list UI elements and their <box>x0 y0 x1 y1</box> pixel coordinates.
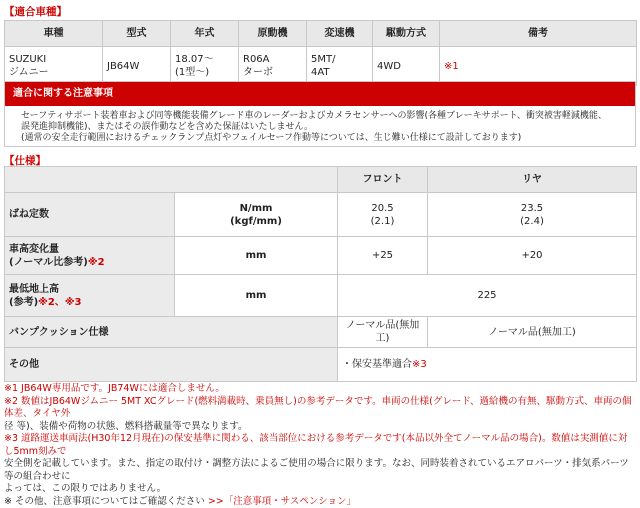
spec-ground-value: 225 <box>338 275 637 317</box>
spec-height-label-main: 車高変化量 <box>9 243 170 256</box>
footnote-3c: よっては、この限りではありません。 <box>4 483 636 496</box>
spec-bump-rear: ノーマル品(無加工) <box>428 317 637 348</box>
notice-line: (通常の安全走行範囲におけるチェックランプ点灯やフェイルセーフ作動等については、生じ難い仕様にて設計しております) <box>21 133 627 144</box>
spec-height-label <box>5 237 175 275</box>
compat-year-range: 18.07～ <box>175 53 234 66</box>
notice-body <box>5 106 635 144</box>
spec-other-mark: ※3 <box>412 359 427 370</box>
compat-header-year: 年式 <box>171 21 239 47</box>
footnote-2a <box>4 396 636 421</box>
spec-ground-label <box>5 275 175 317</box>
spec-spring-front-kgf: (2.1) <box>342 215 423 228</box>
spec-header-front <box>338 167 428 193</box>
compat-header-note: 備考 <box>440 21 637 47</box>
suspension-notes-link[interactable]: >>「注意事項・サスペンション」 <box>208 496 356 507</box>
spec-spring-unit <box>175 193 338 237</box>
compat-header-vehicle: 車種 <box>5 21 103 47</box>
spec-other-label: その他 <box>5 348 338 382</box>
notice-line: 誤発進抑制機能)、またはその誤作動などを含めた保証はいたしません。 <box>21 122 627 133</box>
spec-other-value-cell <box>338 348 637 382</box>
compat-transmission-at: 4AT <box>311 66 368 79</box>
table-row <box>5 237 637 275</box>
notice-title: 適合に関する注意事項 <box>5 82 635 106</box>
spec-spring-rear-n: 23.5 <box>432 202 632 215</box>
table-row <box>5 193 637 237</box>
compat-model-cell: JB64W <box>103 47 171 86</box>
compat-header-model: 型式 <box>103 21 171 47</box>
spec-bump-front: ノーマル品(無加工) <box>338 317 428 348</box>
spec-ground-unit: mm <box>175 275 338 317</box>
table-row <box>5 275 637 317</box>
footnote-3a <box>4 433 636 458</box>
spec-spring-rear <box>428 193 637 237</box>
compat-vehicle-cell <box>5 47 103 86</box>
spec-height-front: +25 <box>338 237 428 275</box>
table-row <box>5 47 637 86</box>
compat-year-cell <box>171 47 239 86</box>
footnote-3b: 安全側を記載しています。また、指定の取付け・調整方法によるご使用の場合に限ります。なお、同時装着されているエアロパーツ・排気系パーツ等の組合わせに <box>4 458 636 483</box>
spec-ground-label-sub <box>9 296 170 309</box>
table-row <box>5 348 637 382</box>
footnotes <box>4 383 636 508</box>
compat-header-row <box>5 21 637 47</box>
footnote-2b: 径 等)、装備や荷物の状態、燃料搭載量等で異なります。 <box>4 421 636 434</box>
spec-header-front-label: フロント <box>363 174 403 185</box>
compat-header-engine: 原動機 <box>239 21 307 47</box>
spec-spring-front <box>338 193 428 237</box>
compat-vehicle-name: ジムニー <box>9 66 98 79</box>
footnote-4 <box>4 496 636 508</box>
spec-table <box>4 166 637 382</box>
spec-height-label-sub-text: (ノーマル比参考) <box>9 257 88 268</box>
spec-bump-label: バンプクッション仕様 <box>5 317 338 348</box>
spec-height-mark: ※2 <box>88 257 105 268</box>
table-row <box>5 317 637 348</box>
footnote-2a-text: ※2 数値はJB64Wジムニー 5MT XCグレード(燃料満載時、乗員無し)の参考データです。車両の仕様(グレード、過給機の有無、駆動方式、車両の個体差、タイヤ外 <box>4 396 631 420</box>
spec-header-blank <box>5 167 338 193</box>
spec-section-title: 【仕様】 <box>4 153 46 168</box>
spec-height-unit: mm <box>175 237 338 275</box>
spec-spring-front-n: 20.5 <box>342 202 423 215</box>
compat-engine-type: ターボ <box>243 66 302 79</box>
spec-header-rear-label: リヤ <box>522 174 542 185</box>
spec-header-rear <box>428 167 637 193</box>
compat-note-cell: ※1 <box>440 47 637 86</box>
spec-ground-mark: ※2、※3 <box>38 297 81 308</box>
spec-height-rear: +20 <box>428 237 637 275</box>
compat-header-drive: 駆動方式 <box>373 21 440 47</box>
compat-table <box>4 20 637 86</box>
compat-drive-cell: 4WD <box>373 47 440 86</box>
spec-ground-label-sub-text: (参考) <box>9 297 38 308</box>
footnote-4-text: ※ その他、注意事項についてはご確認ください <box>4 496 205 507</box>
compat-year-generation: (1型～) <box>175 66 234 79</box>
compat-transmission-mt: 5MT/ <box>311 53 368 66</box>
spec-spring-unit-n: N/mm <box>179 202 333 215</box>
compat-engine-code: R06A <box>243 53 302 66</box>
spec-spring-rear-kgf: (2.4) <box>432 215 632 228</box>
notice-box <box>4 81 636 147</box>
spec-height-label-sub <box>9 256 170 269</box>
spec-ground-label-main: 最低地上高 <box>9 283 170 296</box>
compat-section-title: 【適合車種】 <box>4 4 67 19</box>
compat-engine-cell <box>239 47 307 86</box>
spec-spring-unit-kgf: (kgf/mm) <box>179 215 333 228</box>
compat-transmission-cell <box>307 47 373 86</box>
spec-other-value: ・保安基準適合 <box>342 359 412 370</box>
footnote-3a-text: ※3 道路運送車両法(H30年12月現在)の保安基準に関わる、該当部位における参考データです(本品以外全てノーマル品の場合)。数値は実測値に対し5mm刻みで <box>4 433 627 457</box>
compat-vehicle-make: SUZUKI <box>9 53 98 66</box>
spec-header-row <box>5 167 637 193</box>
notice-line: セーフティサポート装着車および同等機能装備グレード車のレーダーおよびカメラセンサーへの影響(各種ブレーキサポート、衝突被害軽減機能、 <box>21 111 627 122</box>
spec-spring-label: ばね定数 <box>5 193 175 237</box>
compat-header-transmission: 変速機 <box>307 21 373 47</box>
footnote-1: ※1 JB64W専用品です。JB74Wには適合しません。 <box>4 383 636 396</box>
